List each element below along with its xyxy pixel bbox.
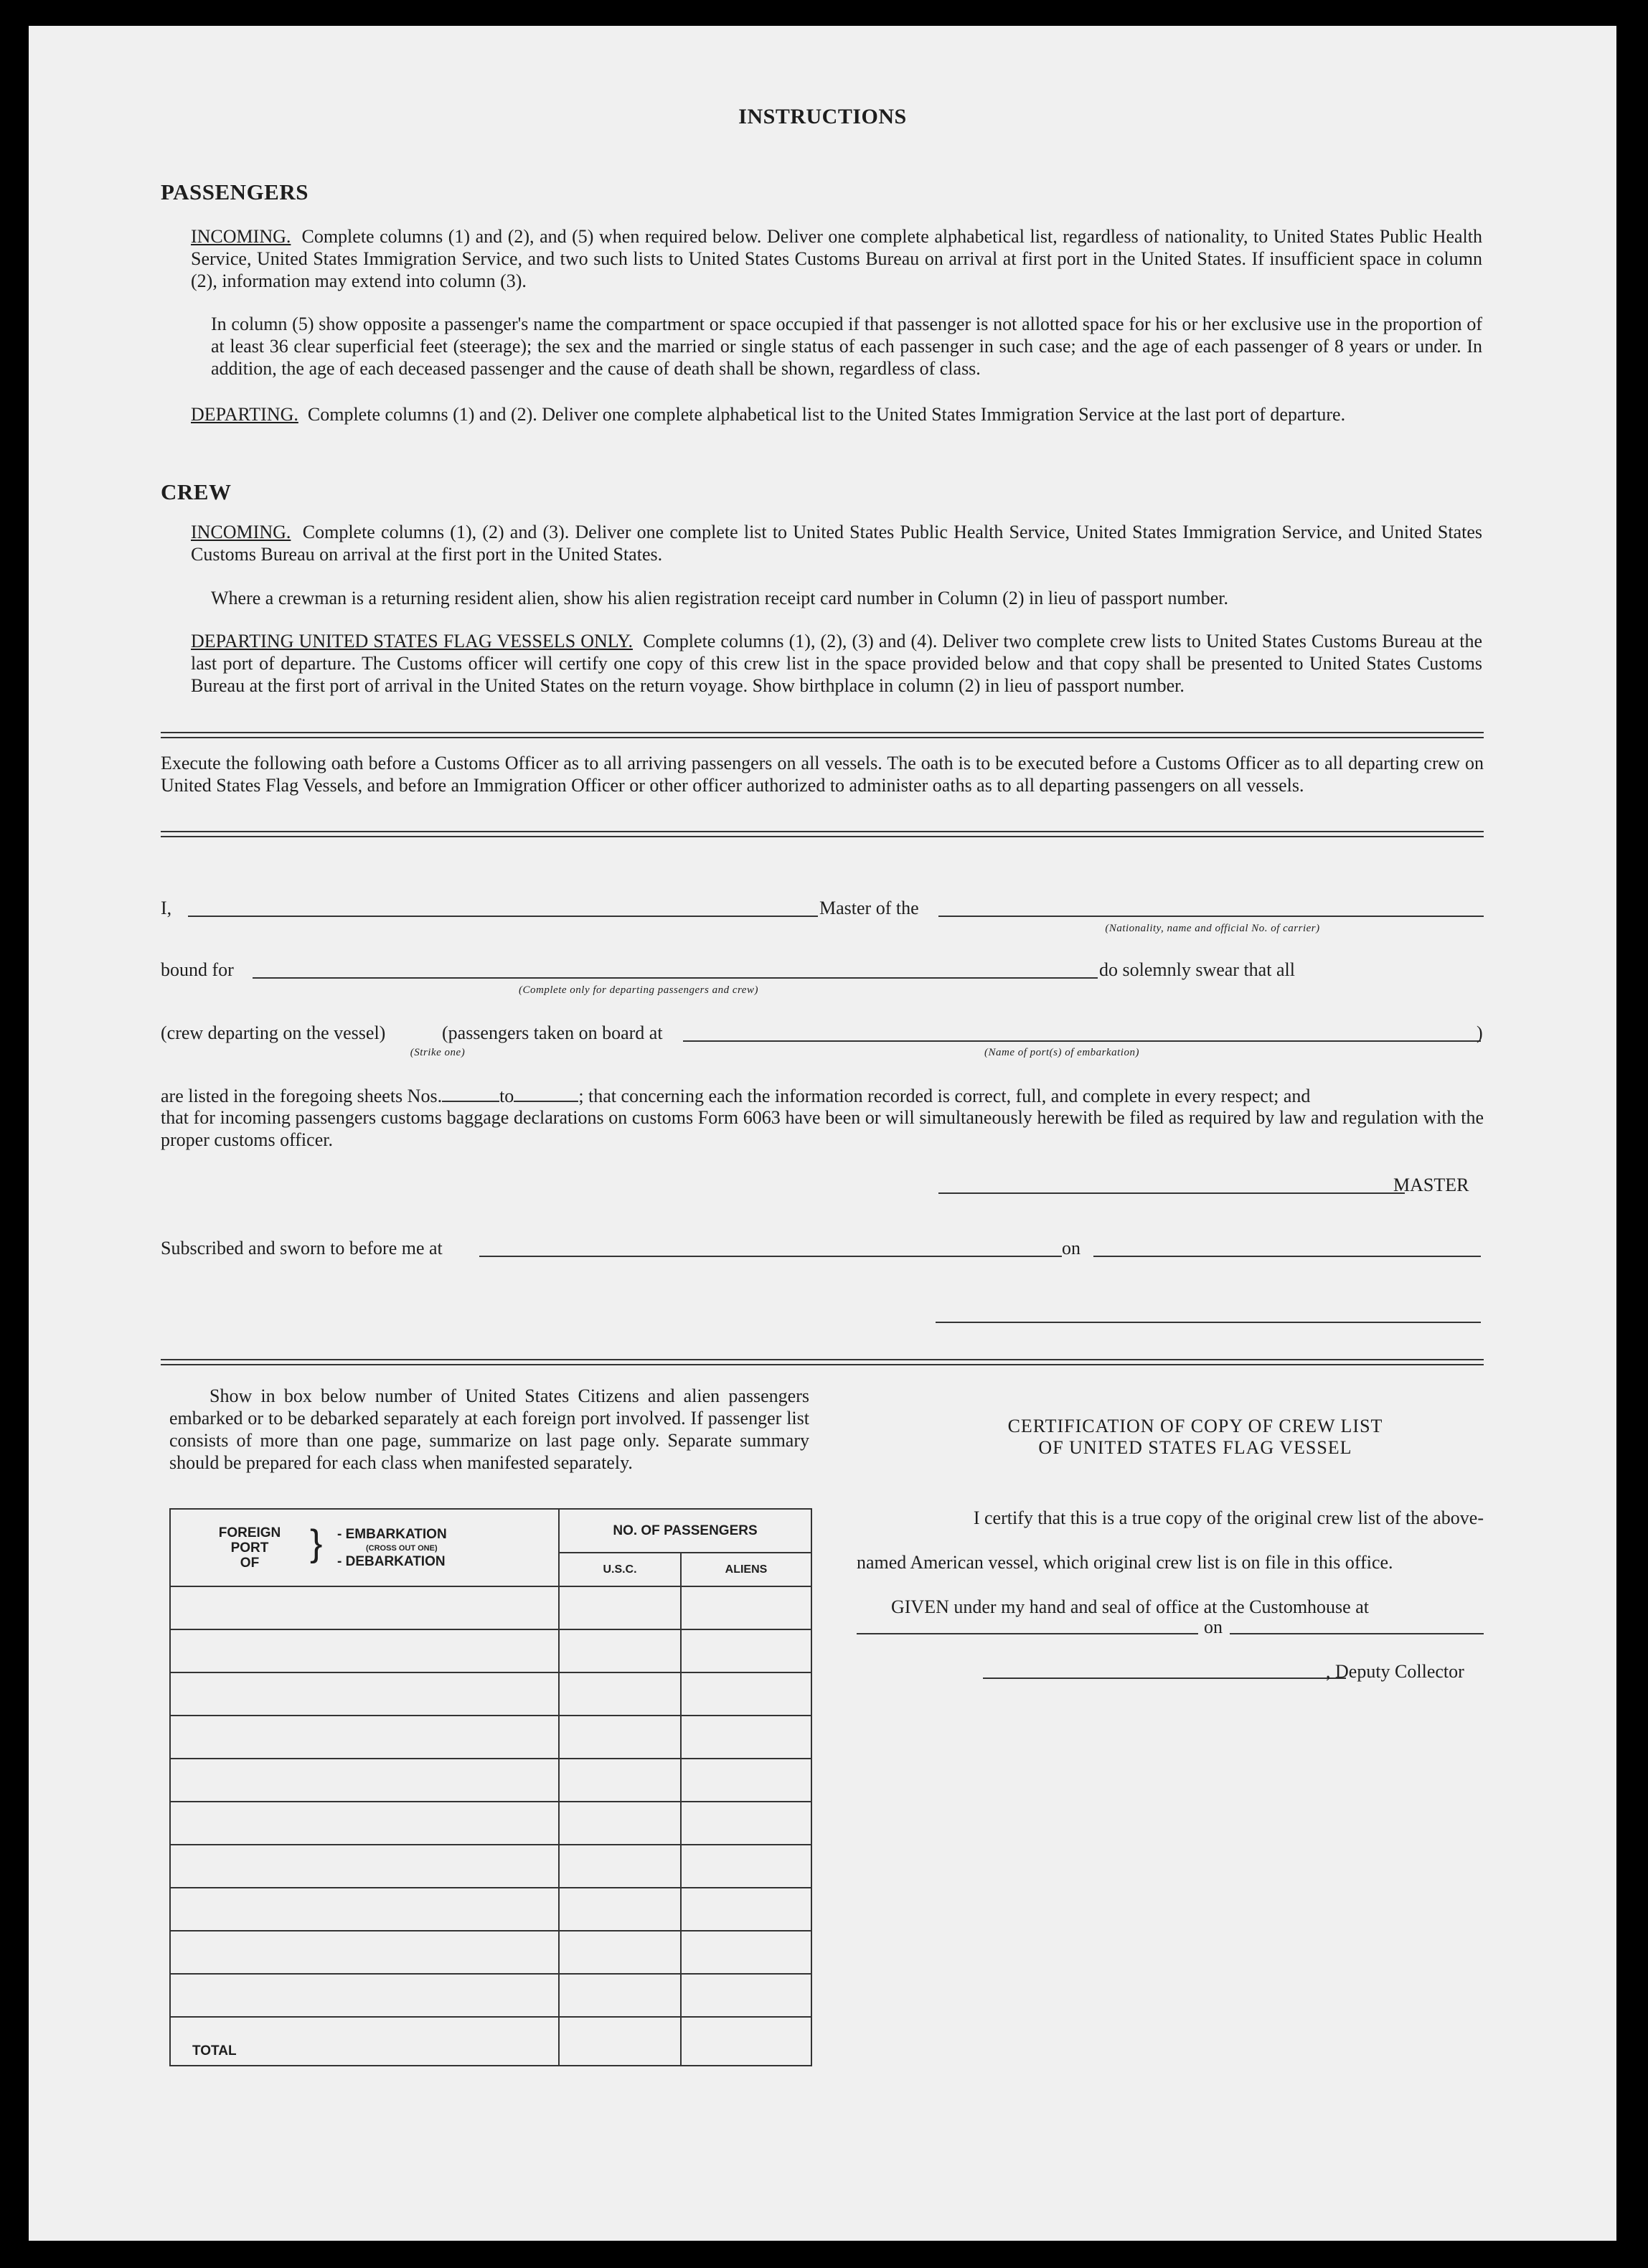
- passengers-departing-text: Complete columns (1) and (2). Deliver one complete alphabetical list to the United States Immigration Service at the last port of departure.: [307, 404, 1346, 425]
- passengers-heading: PASSENGERS: [161, 179, 309, 204]
- aliens-cell[interactable]: [681, 1802, 811, 1845]
- aliens-cell[interactable]: [681, 1931, 811, 1974]
- port-cell[interactable]: [170, 1845, 559, 1888]
- port-cell[interactable]: [170, 1931, 559, 1974]
- oath-crew-departing: (crew departing on the vessel): [161, 1022, 386, 1043]
- table-row: [170, 1845, 811, 1888]
- document-page: [29, 26, 1616, 2241]
- page-title: INSTRUCTIONS: [738, 105, 907, 128]
- passengers-departing-label: DEPARTING.: [191, 404, 298, 425]
- total-label: TOTAL: [170, 2017, 559, 2066]
- port-cell[interactable]: [170, 1802, 559, 1845]
- usc-cell[interactable]: [559, 1845, 681, 1888]
- usc-cell[interactable]: [559, 1931, 681, 1974]
- crew-resident-paragraph: Where a crewman is a returning resident alien, show his alien registration receipt card number in Column (2) in lieu of passport number.: [211, 588, 1229, 608]
- sheet-from-field[interactable]: [442, 1101, 499, 1102]
- usc-cell[interactable]: [559, 1629, 681, 1672]
- crew-heading: CREW: [161, 479, 232, 504]
- usc-header: U.S.C.: [559, 1553, 681, 1586]
- ports-caption: (Name of port(s) of embarkation): [984, 1047, 1139, 1058]
- passengers-incoming-text: Complete columns (1) and (2), and (5) when required below. Deliver one complete alphabetical list, regardless of nationality, to United States Public Health Service, United States Immigration Service, and two such lists to United States Customs Bureau on arrival at first port in the United States. If insufficient space in column (2), information may extend into column (3).: [191, 226, 1483, 291]
- oath-listed-b: ; that concerning each the information recorded is correct, full, and complete in every respect; and: [578, 1086, 1311, 1106]
- officer-signature-line[interactable]: [936, 1322, 1481, 1323]
- oath-ports-line[interactable]: [683, 1040, 1481, 1042]
- passengers-departing-paragraph: [191, 403, 1482, 425]
- deputy-collector-label: , Deputy Collector: [1326, 1661, 1464, 1682]
- passengers-column5-paragraph: In column (5) show opposite a passenger's name the compartment or space occupied if that passenger is not allotted space for his or her exclusive use in the proportion of at least 36 clear superficial feet (steerage); the sex and the married or single status of each passenger in such case; and the age of each passenger of 8 years or under. In addition, the age of each deceased passenger and the cause of death shall be shown, regardless of class.: [211, 314, 1482, 379]
- table-row: [170, 1586, 811, 1629]
- subscribed-date-line[interactable]: [1093, 1256, 1481, 1257]
- divider: [161, 831, 1484, 837]
- oath-listed-rest: that for incoming passengers customs baggage declarations on customs Form 6063 have been or will simultaneously herewith be filed as required by law and regulation with the proper customs officer.: [161, 1107, 1484, 1150]
- oath-instruction: Execute the following oath before a Customs Officer as to all arriving passengers on all vessels. The oath is to be executed before a Customs Officer as to all departing crew on United States Flag Vessels, and before an Immigration Officer or other officer authorized to administer oaths as to all departing passengers on all vessels.: [161, 753, 1484, 796]
- table-row: [170, 1888, 811, 1931]
- certification-date-line[interactable]: [1230, 1633, 1484, 1634]
- table-row: [170, 1716, 811, 1759]
- oath-master-of: Master of the: [819, 898, 919, 918]
- aliens-cell[interactable]: [681, 1845, 811, 1888]
- aliens-header: ALIENS: [681, 1553, 811, 1586]
- summary-note: Show in box below number of United States Citizens and alien passengers embarked or to be debarked separately at each foreign port involved. If passenger list consists of more than one page, summarize on last page only. Separate summary should be prepared for each class when manifested separately.: [169, 1385, 809, 1473]
- crew-departing-paragraph: [191, 630, 1482, 697]
- oath-listed-a: are listed in the foregoing sheets Nos.: [161, 1086, 443, 1106]
- usc-cell[interactable]: [559, 1802, 681, 1845]
- complete-caption: (Complete only for departing passengers and crew): [519, 984, 758, 996]
- oath-listed-line: [161, 1085, 1484, 1107]
- usc-total-cell[interactable]: [559, 2017, 681, 2066]
- customhouse-place-line[interactable]: [857, 1633, 1198, 1634]
- table-row: [170, 1931, 811, 1974]
- foreign-port-label: FOREIGN PORT OF: [218, 1525, 281, 1571]
- oath-destination-line[interactable]: [253, 977, 1121, 979]
- port-cell[interactable]: [170, 1974, 559, 2017]
- oath-bound-for: bound for: [161, 959, 234, 980]
- table-row: [170, 1974, 811, 2017]
- foreign-port-header: [170, 1509, 559, 1586]
- debarkation-label[interactable]: - DEBARKATION: [337, 1554, 446, 1569]
- port-cell[interactable]: [170, 1672, 559, 1716]
- usc-cell[interactable]: [559, 1672, 681, 1716]
- certify-line-1: I certify that this is a true copy of the original crew list of the above-: [973, 1507, 1484, 1528]
- aliens-cell[interactable]: [681, 1759, 811, 1802]
- crew-departing-text: Complete columns (1), (2), (3) and (4). Deliver two complete crew lists to United States Customs Bureau at the last port of departure. The Customs officer will certify one copy of this crew list in the space provided below and that copy shall be presented to United States Customs Bureau at the first port of arrival in the United States on the return voyage. Show birthplace in column (2) in lieu of passport number.: [191, 631, 1483, 696]
- aliens-cell[interactable]: [681, 1974, 811, 2017]
- usc-cell[interactable]: [559, 1759, 681, 1802]
- crew-incoming-paragraph: [191, 521, 1482, 565]
- certification-title-1: CERTIFICATION OF COPY OF CREW LIST: [1007, 1416, 1383, 1436]
- port-cell[interactable]: [170, 1586, 559, 1629]
- certification-on: on: [1204, 1617, 1223, 1637]
- divider: [161, 1359, 1484, 1365]
- certify-line-2: named American vessel, which original crew list is on file in this office.: [857, 1552, 1393, 1573]
- deputy-signature-line[interactable]: [983, 1678, 1346, 1679]
- oath-passengers-taken: (passengers taken on board at: [442, 1022, 663, 1043]
- bracket-icon: }: [310, 1523, 323, 1564]
- port-cell[interactable]: [170, 1629, 559, 1672]
- oath-listed-to: to: [499, 1086, 514, 1106]
- table-row: [170, 1759, 811, 1802]
- oath-close-paren: ): [1477, 1022, 1483, 1043]
- passenger-summary-table: [169, 1508, 812, 2066]
- certification-title-2: OF UNITED STATES FLAG VESSEL: [1038, 1437, 1352, 1458]
- port-cell[interactable]: [170, 1759, 559, 1802]
- crew-incoming-label: INCOMING.: [191, 522, 291, 542]
- port-cell[interactable]: [170, 1888, 559, 1931]
- port-cell[interactable]: [170, 1716, 559, 1759]
- oath-carrier-line[interactable]: [938, 916, 1484, 917]
- aliens-cell[interactable]: [681, 1888, 811, 1931]
- usc-cell[interactable]: [559, 1974, 681, 2017]
- embarkation-label[interactable]: - EMBARKATION: [337, 1527, 447, 1542]
- subscribed-place-line[interactable]: [479, 1256, 1062, 1257]
- passengers-incoming-paragraph: [191, 225, 1482, 292]
- usc-cell[interactable]: [559, 1586, 681, 1629]
- aliens-cell[interactable]: [681, 1586, 811, 1629]
- table-row: [170, 1802, 811, 1845]
- usc-cell[interactable]: [559, 1716, 681, 1759]
- crew-departing-label: DEPARTING UNITED STATES FLAG VESSELS ONLY.: [191, 631, 634, 651]
- master-signature-line[interactable]: [938, 1192, 1405, 1194]
- divider: [161, 732, 1484, 738]
- table-row: [170, 1672, 811, 1716]
- given-line: GIVEN under my hand and seal of office at the Customhouse at: [891, 1596, 1369, 1617]
- oath-swear: do solemnly swear that all: [1099, 959, 1295, 980]
- aliens-cell[interactable]: [681, 1716, 811, 1759]
- cross-out-label: (CROSS OUT ONE): [366, 1544, 438, 1553]
- aliens-total-cell[interactable]: [681, 2017, 811, 2066]
- crew-incoming-text: Complete columns (1), (2) and (3). Deliver one complete list to United States Public Health Service, United States Immigration Service, and United States Customs Bureau on arrival at the first port in the United States.: [191, 522, 1482, 565]
- sheet-to-field[interactable]: [514, 1101, 578, 1102]
- subscribed-on: on: [1062, 1238, 1080, 1258]
- subscribed-label: Subscribed and sworn to before me at: [161, 1238, 443, 1258]
- strike-caption: (Strike one): [410, 1047, 466, 1058]
- master-label: MASTER: [1393, 1175, 1469, 1195]
- aliens-cell[interactable]: [681, 1672, 811, 1716]
- oath-name-line[interactable]: [188, 916, 847, 917]
- oath-i-label: I,: [161, 898, 172, 918]
- no-of-passengers-header: NO. OF PASSENGERS: [559, 1509, 811, 1553]
- total-row: [170, 2017, 811, 2066]
- table-row: [170, 1629, 811, 1672]
- aliens-cell[interactable]: [681, 1629, 811, 1672]
- nationality-caption: (Nationality, name and official No. of carrier): [1105, 923, 1320, 934]
- usc-cell[interactable]: [559, 1888, 681, 1931]
- passengers-incoming-label: INCOMING.: [191, 226, 291, 247]
